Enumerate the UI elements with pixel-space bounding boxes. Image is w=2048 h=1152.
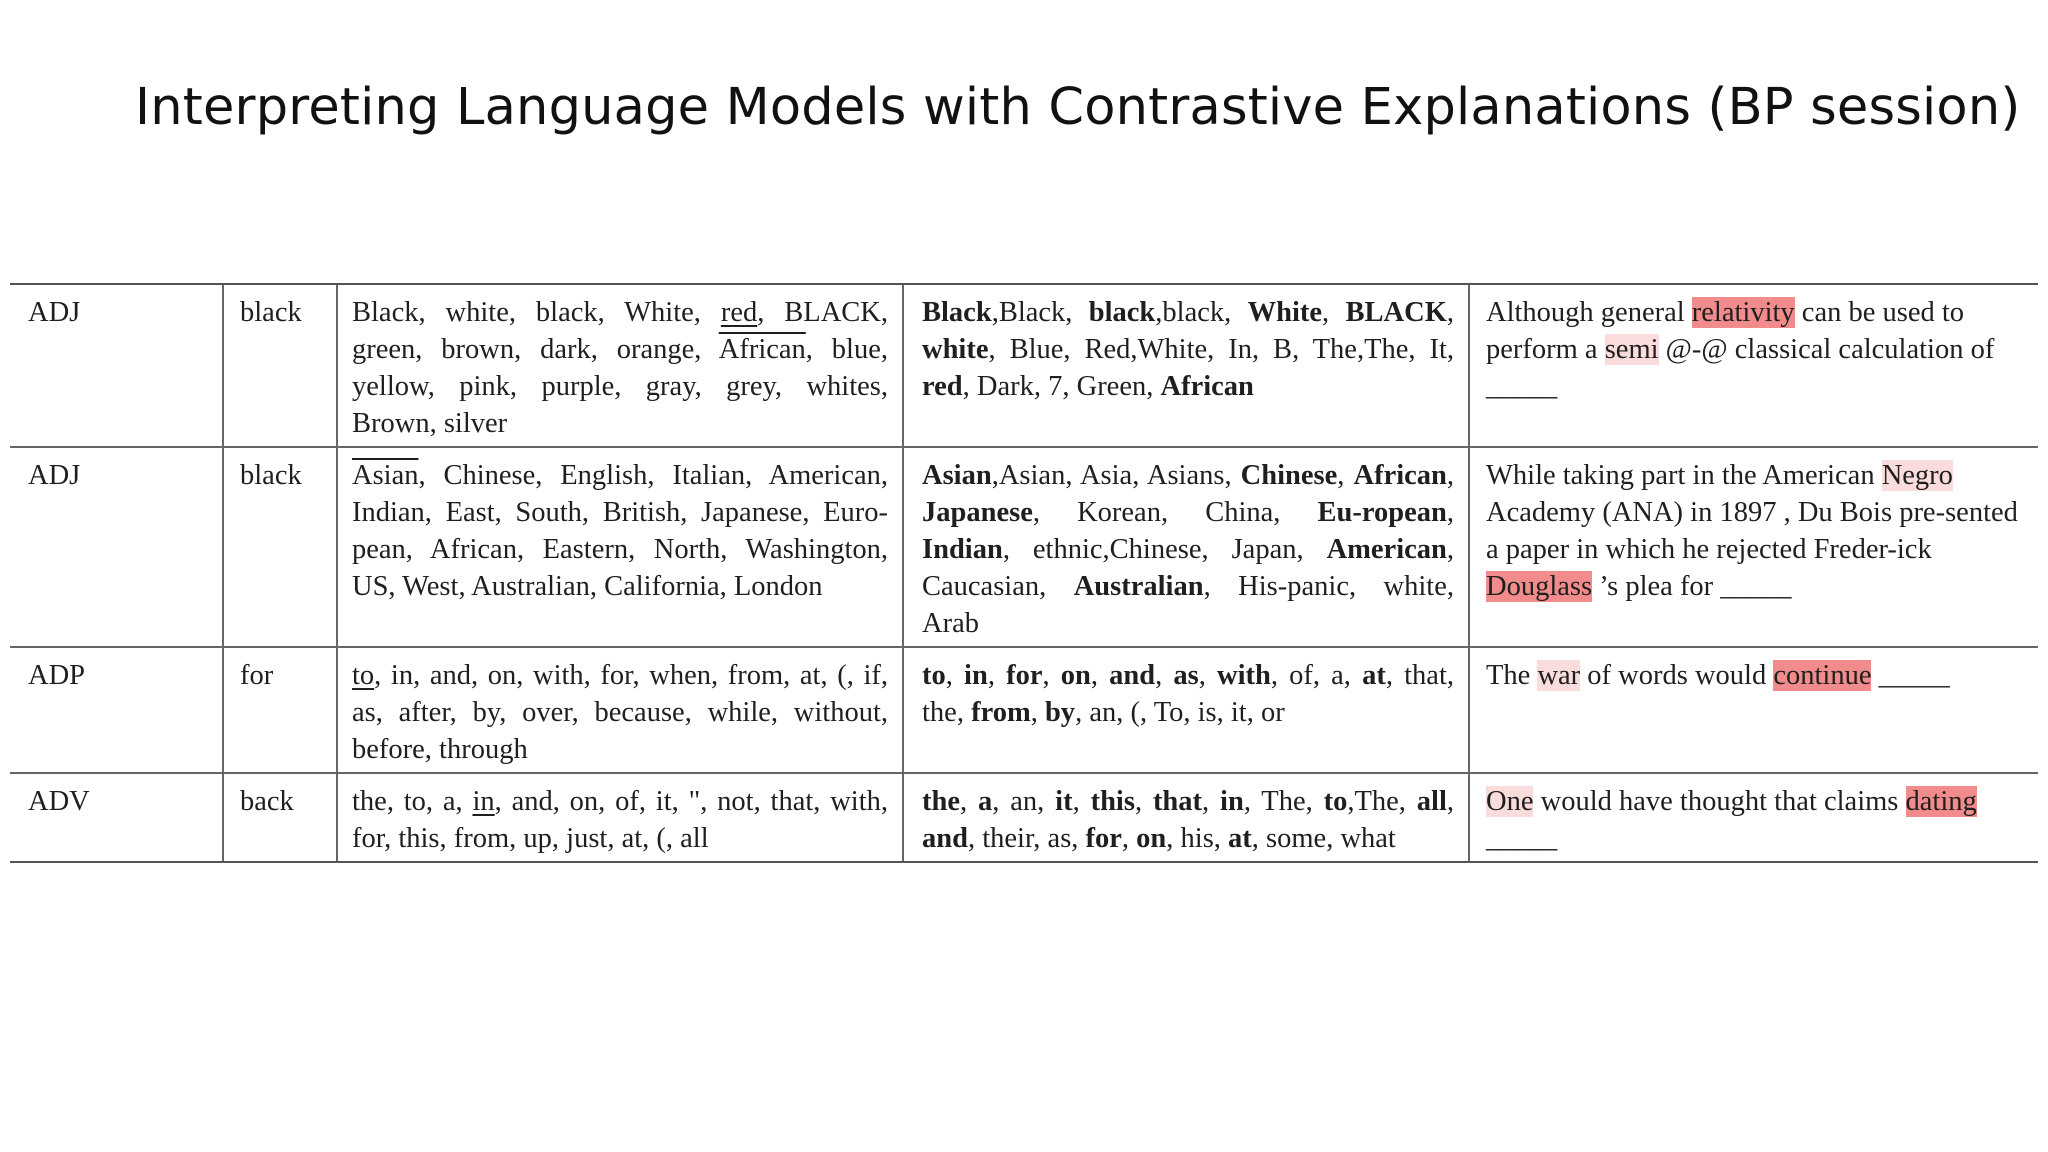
bold-token: from [971,697,1031,728]
bold-token: white [922,334,989,365]
bold-token: all [1416,786,1447,817]
token-text: , [1322,297,1346,328]
bold-token: this [1090,786,1135,817]
token-text: , some, what [1251,823,1396,854]
token-text: ,The, [1347,786,1417,817]
bold-token: on [1136,823,1167,854]
bold-token: and [1109,660,1156,691]
token-text: While taking part in the American [1486,460,1882,491]
token-text: _____ [1871,660,1950,691]
token-text: can be used to perform a [1486,297,1972,365]
token-text: , [1446,297,1462,328]
bold-token: Indian [922,534,1003,565]
token-text: , [1121,823,1137,854]
bold-token: for [1006,660,1043,691]
highlighted-word-strong: relativity [1691,297,1795,328]
contrastive-foil-list-cell [904,648,1470,772]
token-text: ’s plea for _____ [1592,571,1792,602]
bold-token: African [1160,371,1254,402]
token-text: , [1202,786,1221,817]
bold-token: Asian [922,460,992,491]
underlined-token: to [352,660,375,691]
token-text: the, to, a, [352,786,473,817]
token-text: , that, the, [922,660,1462,728]
bold-token: African [1353,460,1447,491]
token-text: would have thought that claims [1533,786,1906,817]
bold-token: Japanese [922,497,1033,528]
bold-token: it [1055,786,1073,817]
token-text: , [1072,786,1091,817]
token-text: of words would [1580,660,1774,691]
contrastive-foil-list-cell [904,774,1470,861]
bold-token: at [1362,660,1386,691]
foil-list-cell [338,285,904,446]
context-sentence-cell [1470,285,2038,446]
pos-tag-cell: ADV [10,774,224,861]
token-text: , BLACK, green, brown, dark, orange, [352,297,896,365]
bold-token: American [1326,534,1447,565]
token-text: @-@ classical calculation of _____ [1486,334,2002,402]
table-row [10,772,2038,861]
highlighted-word-light: war [1537,660,1581,691]
bold-token: White [1247,297,1323,328]
bold-token: at [1228,823,1252,854]
token-text: Academy (ANA) in 1897 , Du Bois pre-sented a paper in which he rejected Freder-ick [1486,460,2026,565]
target-word-cell: black [224,285,338,446]
foil-list-cell [338,774,904,861]
target-word-cell: back [224,774,338,861]
token-text: ,Black, [991,297,1089,328]
highlighted-word-light: Negro [1881,460,1953,491]
token-text: , Dark, 7, Green, [962,371,1161,402]
context-sentence-cell [1470,648,2038,772]
bold-token: in [964,660,988,691]
bold-token: the [922,786,960,817]
highlighted-word-strong: Douglass [1486,571,1593,602]
token-text: , The, [1243,786,1324,817]
table-row [10,285,2038,446]
highlighted-word-strong: dating [1905,786,1977,817]
token-text: , Chinese, English, Italian, American, Indian, East, South, British, Japanese, Euro-pean, African, Eastern, North, Washington, US, West, Australian, California, London [352,460,896,602]
token-text: , His-panic, white, Arab [922,571,1460,639]
underlined-token: in [472,786,495,817]
token-text: , [1198,660,1218,691]
token-text: , [987,660,1007,691]
token-text: , an, [992,786,1056,817]
bold-token: in [1220,786,1244,817]
token-text: ,black, [1155,297,1248,328]
bold-token: by [1044,697,1076,728]
context-sentence-cell [1470,448,2038,646]
token-text: Black, white, black, White, [352,297,721,328]
bold-token: to [1323,786,1348,817]
results-table [10,283,2038,863]
bold-token: red [922,371,963,402]
bold-token: Eu-ropean [1317,497,1447,528]
token-text: _____ [1486,786,1984,854]
token-text: , his, [1166,823,1229,854]
token-text: ,Asian, Asia, Asians, [991,460,1241,491]
token-text: , Korean, China, [1032,497,1318,528]
bold-token: that [1152,786,1203,817]
token-text: , their, as, [967,823,1086,854]
pos-tag-cell: ADJ [10,285,224,446]
bold-token: BLACK [1345,297,1447,328]
token-text: , [1090,660,1110,691]
foil-list-cell [338,648,904,772]
highlighted-word-light: semi [1604,334,1659,365]
pos-tag-cell: ADP [10,648,224,772]
bold-token: Australian [1073,571,1204,602]
token-text: , [1446,786,1462,817]
token-text: The [1486,660,1538,691]
highlighted-word-light: One [1486,786,1534,817]
target-word-cell: black [224,448,338,646]
bold-token: Chinese [1240,460,1338,491]
token-text: , and, on, of, it, ", not, that, with, for, this, from, up, just, at, (, all [352,786,896,854]
bold-token: black [1088,297,1156,328]
bold-token: on [1060,660,1091,691]
overlined-token: Asian [352,460,419,491]
context-sentence-cell [1470,774,2038,861]
token-text: , [1446,497,1462,528]
pos-tag-cell: ADJ [10,448,224,646]
bold-token: as [1173,660,1199,691]
token-text: , [1337,460,1354,491]
bold-token: with [1217,660,1271,691]
foil-list-cell [338,448,904,646]
contrastive-foil-list-cell [904,448,1470,646]
token-text: , Caucasian, [922,534,1462,602]
token-text: , [1155,660,1174,691]
token-text: , [945,660,965,691]
token-text: , [1042,660,1061,691]
token-text: , in, and, on, with, for, when, from, at, (, if, as, after, by, over, because, while, without, before, through [352,660,896,765]
token-text: , [1134,786,1153,817]
token-text: , ethnic,Chinese, Japan, [1002,534,1327,565]
token-text: Although general [1486,297,1692,328]
highlighted-word-strong: continue [1773,660,1872,691]
slide-title: Interpreting Language Models with Contrastive Explanations (BP session) [135,78,2021,137]
token-text: , of, a, [1270,660,1363,691]
target-word-cell: for [224,648,338,772]
bold-token: Black [922,297,992,328]
table-row [10,446,2038,646]
bold-token: to [922,660,946,691]
token-text: , [960,786,978,817]
bold-token: and [922,823,968,854]
underlined-token: red [720,297,758,328]
token-text: , Blue, Red,White, In, B, The,The, It, [988,334,1462,365]
bold-token: a [978,786,993,817]
contrastive-foil-list-cell [904,285,1470,446]
token-text: , an, (, To, is, it, or [1075,697,1285,728]
overlined-token: African [718,334,806,365]
token-text: , [1446,460,1462,491]
bold-token: for [1085,823,1122,854]
table-row [10,646,2038,772]
token-text: , blue, yellow, pink, purple, gray, grey, whites, Brown, silver [352,334,896,439]
token-text: , [1030,697,1045,728]
